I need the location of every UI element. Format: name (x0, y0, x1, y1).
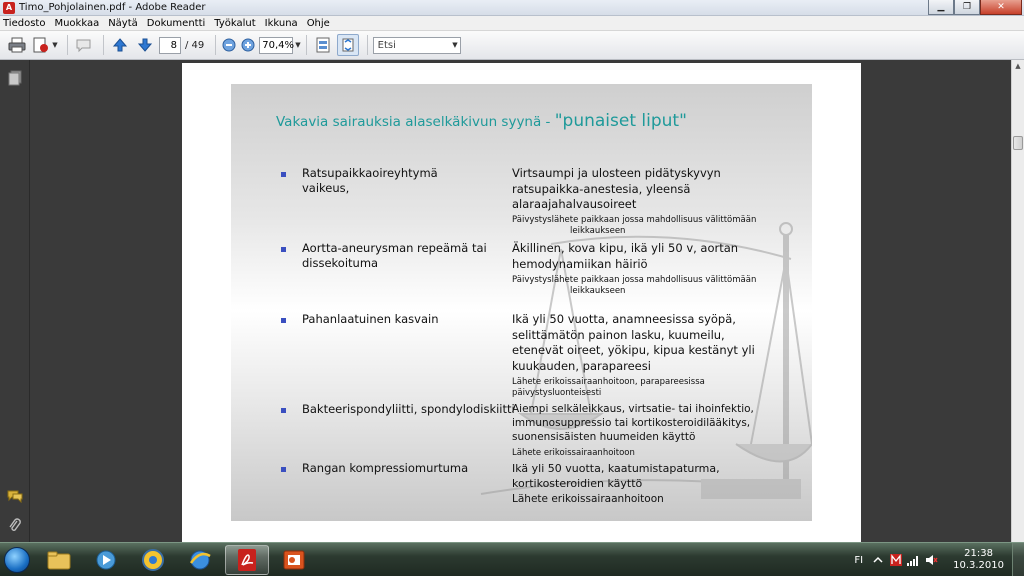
title-bar (0, 0, 1024, 16)
toolbar-separator (215, 35, 216, 55)
next-page-button[interactable] (134, 34, 156, 56)
fit-width-button[interactable] (312, 34, 334, 56)
menu-window[interactable]: Ikkuna (264, 17, 298, 29)
chevron-down-icon: ▼ (52, 41, 58, 49)
page-total: / 49 (185, 39, 205, 51)
menu-view[interactable]: Näytä (108, 17, 138, 29)
description-line: Äkillinen, kova kipu, ikä yli 50 v, aortan (512, 241, 739, 255)
description-item (512, 312, 802, 374)
description-line: Aiempi selkäleikkaus, virtsatie- tai ihoinfektio, (512, 403, 754, 415)
menu-bar (0, 16, 1024, 31)
description-line: immunosuppressio tai kortikosteroidilääkitys, (512, 417, 751, 429)
show-desktop-button[interactable] (1012, 543, 1024, 576)
condition-line: Bakteerispondyliitti, spondylodiskiitti (302, 402, 515, 416)
start-button[interactable] (0, 543, 34, 576)
condition-item (302, 241, 517, 271)
bullet-icon (281, 172, 286, 177)
browser-icon (141, 548, 165, 572)
folder-icon (47, 550, 71, 570)
referral-note (512, 493, 802, 506)
zoom-in-icon (241, 38, 255, 52)
zoom-dropdown-icon[interactable]: ▼ (295, 41, 301, 49)
slide-title-emphasis: "punaiset liput" (554, 111, 687, 131)
taskbar (0, 542, 1024, 576)
taskbar-explorer[interactable] (37, 545, 81, 575)
description-item (512, 241, 802, 272)
description-item (512, 402, 802, 444)
previous-page-button[interactable] (109, 34, 131, 56)
bullet-icon (281, 467, 286, 472)
description-line: Virtsaumpi ja ulosteen pidätyskyvyn (512, 166, 721, 180)
condition-item (302, 402, 522, 417)
zoom-out-button[interactable] (221, 34, 237, 56)
menu-file[interactable]: Tiedosto (3, 17, 46, 29)
description-line: selittämätön painon lasku, kuumeilu, (512, 327, 725, 342)
referral-note (512, 448, 802, 459)
toolbar-separator (367, 35, 368, 55)
condition-line: Pahanlaatuinen kasvain (302, 312, 439, 326)
fit-page-button[interactable] (337, 34, 359, 56)
window-controls (928, 0, 1022, 16)
page-number-input[interactable]: 8 (159, 37, 181, 54)
close-button[interactable]: ✕ (980, 0, 1022, 15)
presentation-icon (282, 549, 306, 571)
description-line: suonensisäisten huumeiden käyttö (512, 431, 696, 443)
language-indicator[interactable]: FI (854, 554, 864, 566)
zoom-level-field[interactable]: 70,4% (259, 37, 293, 54)
printer-icon (8, 37, 26, 53)
note-line: leikkaukseen (570, 285, 626, 296)
print-button[interactable] (6, 34, 28, 56)
referral-note (512, 275, 802, 296)
signal-bars-icon (907, 554, 920, 566)
taskbar-powerpoint[interactable] (272, 545, 316, 575)
arrow-up-icon (112, 37, 128, 53)
taskbar-chrome-like[interactable] (131, 545, 175, 575)
toolbar-separator (306, 35, 307, 55)
system-tray (854, 543, 1024, 576)
paperclip-icon (8, 518, 22, 534)
toolbar-separator (67, 35, 68, 55)
comment-button[interactable] (73, 34, 95, 56)
internet-explorer-icon (188, 548, 212, 572)
fit-page-icon (340, 37, 356, 53)
shield-icon (890, 554, 902, 566)
comments-panel-button[interactable] (7, 488, 23, 504)
scrollbar-thumb[interactable] (1013, 136, 1023, 150)
clock[interactable] (953, 548, 1004, 572)
arrow-down-icon (137, 37, 153, 53)
description-item (512, 461, 802, 491)
bullet-icon (281, 247, 286, 252)
bullet-icon (281, 318, 286, 323)
description-item (512, 166, 802, 213)
attachments-panel-button[interactable] (7, 518, 23, 534)
condition-line: Rangan kompressiomurtuma (302, 461, 469, 475)
note-line: leikkaukseen (570, 225, 626, 236)
adobe-reader-icon (236, 548, 258, 572)
description-line: kuukauden, parapareesi (512, 358, 651, 373)
chevron-down-icon[interactable]: ▼ (452, 40, 458, 49)
media-player-icon (94, 549, 118, 571)
navigation-panel (0, 60, 30, 542)
description-line: Ikä yli 50 vuotta, kaatumistapaturma, (512, 462, 720, 475)
referral-note (512, 377, 802, 398)
tray-network-icon[interactable] (907, 554, 920, 567)
condition-line: Ratsupaikkaoireyhtymä (302, 166, 438, 180)
note-line: Lähete erikoissairaanhoitoon (512, 493, 664, 505)
menu-tools[interactable]: Työkalut (214, 17, 256, 29)
bullet-icon (281, 408, 286, 413)
slide-title-text: Vakavia sairauksia alaselkäkivun syynä - (276, 114, 555, 130)
slide-title (276, 111, 687, 131)
speech-bubble-icon (7, 489, 23, 503)
taskbar-adobe-reader[interactable] (225, 545, 269, 575)
description-line: ratsupaikka-anestesia, yleensä (512, 181, 691, 196)
maximize-button[interactable]: ❐ (954, 0, 980, 15)
description-line: Ikä yli 50 vuotta, anamneesissa syöpä, (512, 312, 736, 326)
condition-item (302, 166, 517, 196)
zoom-out-icon (222, 38, 236, 52)
create-pdf-button[interactable] (31, 34, 59, 56)
chevron-up-icon (873, 555, 883, 565)
zoom-in-button[interactable] (240, 34, 256, 56)
note-line: Lähete erikoissairaanhoitoon (512, 448, 635, 458)
search-placeholder: Etsi (377, 39, 396, 51)
windows-logo-icon (4, 547, 30, 573)
description-line: hemodynamiikan häiriö (512, 256, 648, 271)
note-line: Lähete erikoissairaanhoitoon, parapareesissa (512, 377, 705, 387)
clock-date: 10.3.2010 (953, 560, 1004, 571)
document-create-icon (32, 37, 50, 53)
condition-item (302, 312, 517, 327)
adobe-reader-icon: A (3, 2, 15, 14)
search-input[interactable] (373, 37, 461, 54)
menu-help[interactable]: Ohje (306, 17, 330, 29)
tray-mcafee-icon[interactable] (889, 554, 902, 567)
toolbar (0, 31, 1024, 60)
pages-icon (8, 70, 22, 86)
comment-icon (75, 37, 93, 53)
referral-note (512, 215, 802, 236)
pages-panel-button[interactable] (7, 70, 23, 86)
note-line: Päivystyslähete paikkaan jossa mahdollisuus välittömään (512, 215, 757, 225)
window-title: Timo_Pohjolainen.pdf - Adobe Reader (19, 2, 206, 13)
slide (231, 84, 812, 521)
condition-line: Aortta-aneurysman repeämä tai (302, 241, 487, 255)
minimize-button[interactable]: ▁ (928, 0, 954, 15)
scroll-mode-icon (315, 37, 331, 53)
scroll-up-arrow-icon[interactable]: ▲ (1015, 62, 1021, 70)
note-line: Päivystyslähete paikkaan jossa mahdollisuus välittömään (512, 275, 757, 285)
tray-volume-icon[interactable] (925, 554, 938, 567)
menu-edit[interactable]: Muokkaa (54, 17, 100, 29)
toolbar-separator (103, 35, 104, 55)
description-line: alaraajahalvausoireet (512, 197, 637, 211)
menu-document[interactable]: Dokumentti (146, 17, 206, 29)
description-line: kortikosteroidien käyttö (512, 477, 643, 490)
tray-expand-icon[interactable] (871, 554, 884, 567)
vertical-scrollbar[interactable] (1011, 60, 1024, 542)
condition-line: vaikeus, (302, 181, 350, 195)
taskbar-internet-explorer[interactable] (178, 545, 222, 575)
speaker-muted-icon (925, 554, 938, 566)
condition-item (302, 461, 517, 476)
note-line: päivystysluonteisesti (512, 387, 602, 398)
condition-line: dissekoituma (302, 256, 379, 270)
clock-time: 21:38 (964, 548, 993, 559)
taskbar-media-player[interactable] (84, 545, 128, 575)
description-line: etenevät oireet, yökipu, kipua kestänyt yli (512, 343, 755, 357)
